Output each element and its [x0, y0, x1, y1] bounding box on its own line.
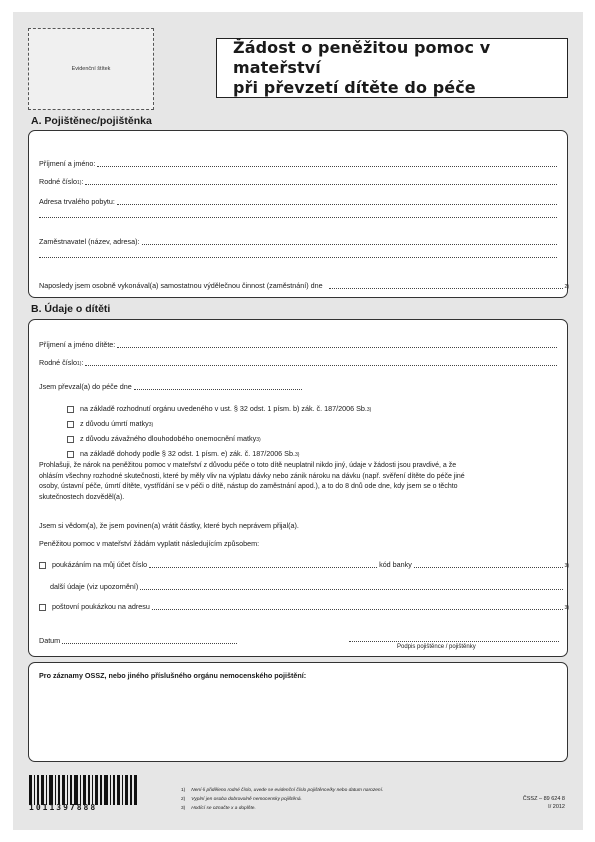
records-box: [28, 662, 568, 762]
surname-name-field[interactable]: Příjmení a jméno:: [39, 159, 559, 168]
awareness-text: Jsem si vědom(a), že jsem povinen(a) vrátit částky, které bych neprávem přijal(a).: [39, 521, 299, 530]
section-b-heading: B. Údaje o dítěti: [31, 303, 111, 315]
section-b-box: [28, 319, 568, 657]
option-agreement[interactable]: na základě dohody podle § 32 odst. 1 písm. e) zák. č. 187/2006 Sb. 3): [67, 449, 299, 458]
checkbox[interactable]: [67, 406, 74, 413]
form-title-line1: Žádost o peněžitou pomoc v mateřství: [233, 38, 491, 77]
barcode-number: 1011397888: [29, 803, 98, 812]
child-birth-number-field[interactable]: Rodné číslo 1) :: [39, 358, 559, 367]
option-mother-illness[interactable]: z důvodu závažného dlouhodobého onemocnění matky 3): [67, 434, 261, 443]
form-title-line2: při převzetí dítěte do péče: [233, 78, 476, 97]
form-title-box: [216, 38, 568, 98]
birth-number-field[interactable]: Rodné číslo 1) :: [39, 177, 559, 186]
employer-field-line2[interactable]: [39, 257, 559, 259]
option-decision[interactable]: na základě rozhodnutí orgánu uvedeného v ust. § 32 odst. 1 písm. b) zák. č. 187/2006 Sb. 3): [67, 404, 371, 413]
checkbox[interactable]: [67, 421, 74, 428]
address-field[interactable]: Adresa trvalého pobytu:: [39, 197, 559, 206]
checkbox[interactable]: [67, 451, 74, 458]
section-a-box: [28, 130, 568, 298]
footnote-2: 2) Vyplní jen osoba dobrovolně nemocensky pojištěná.: [181, 797, 302, 802]
postal-order-field[interactable]: poštovní poukázkou na adresu 3): [39, 602, 569, 611]
other-data-field[interactable]: další údaje (viz upozornění): [50, 582, 565, 591]
evidence-label-box: [28, 28, 154, 110]
employer-field[interactable]: Zaměstnavatel (název, adresa):: [39, 237, 559, 246]
evidence-label-text: Evidenční štítek: [71, 66, 111, 72]
footnote-3: 3) Hodící se označte x a doplňte.: [181, 806, 256, 811]
section-a-heading: A. Pojištěnec/pojištěnka: [31, 115, 152, 127]
form-version: I/ 2012: [548, 804, 565, 810]
checkbox[interactable]: [67, 436, 74, 443]
payment-intro-text: Peněžitou pomoc v mateřství žádám vyplatit následujícím způsobem:: [39, 539, 260, 548]
checkbox[interactable]: [39, 604, 46, 611]
bank-account-field[interactable]: poukázáním na můj účet číslo kód banky 3): [39, 560, 569, 569]
address-field-line2[interactable]: [39, 217, 559, 219]
barcode-icon: [29, 775, 137, 805]
form-page: [13, 12, 583, 830]
child-name-field[interactable]: Příjmení a jméno dítěte:: [39, 340, 559, 349]
option-mother-death[interactable]: z důvodu úmrtí matky 3): [67, 419, 153, 428]
care-date-field[interactable]: Jsem převzal(a) do péče dne: [39, 382, 304, 391]
form-code: ČSSZ – 89 624 8: [522, 796, 565, 802]
date-field[interactable]: Datum: [39, 636, 239, 645]
signature-label: Podpis pojištěnce / pojištěnky: [397, 644, 476, 650]
declaration-paragraph: Prohlašuji, že nárok na peněžitou pomoc v mateřství z důvodu péče o toto dítě neuplatnil nikdo jiný, údaje v žádosti jsou pravdivé, a že ohlásím všechny rozhodné skutečnosti, které by měly vliv na výplatu dávky nebo zánik nároku na dávku (např. svěření dítěte do péče jiné osoby, ústavní péče, úmrtí dítěte, vystřídání se v péči o dítě, nástup do zaměstnání apod.), a to do 8 dnů ode dne, kdy jsem se o těchto skutečnostech dozvěděl(a).: [39, 462, 465, 501]
checkbox[interactable]: [39, 562, 46, 569]
records-label: Pro záznamy OSSZ, nebo jiného příslušného orgánu nemocenského pojištění:: [39, 671, 307, 680]
signature-line[interactable]: [349, 641, 559, 642]
footnote-1: 1) Není-li přiděleno rodné číslo, uvede se evidenční číslo pojištěnce/ky nebo datum narození.: [181, 788, 384, 793]
self-employed-date-field[interactable]: Naposledy jsem osobně vykonával(a) samostatnou výdělečnou činnost (zaměstnání) dne 2): [39, 281, 569, 290]
